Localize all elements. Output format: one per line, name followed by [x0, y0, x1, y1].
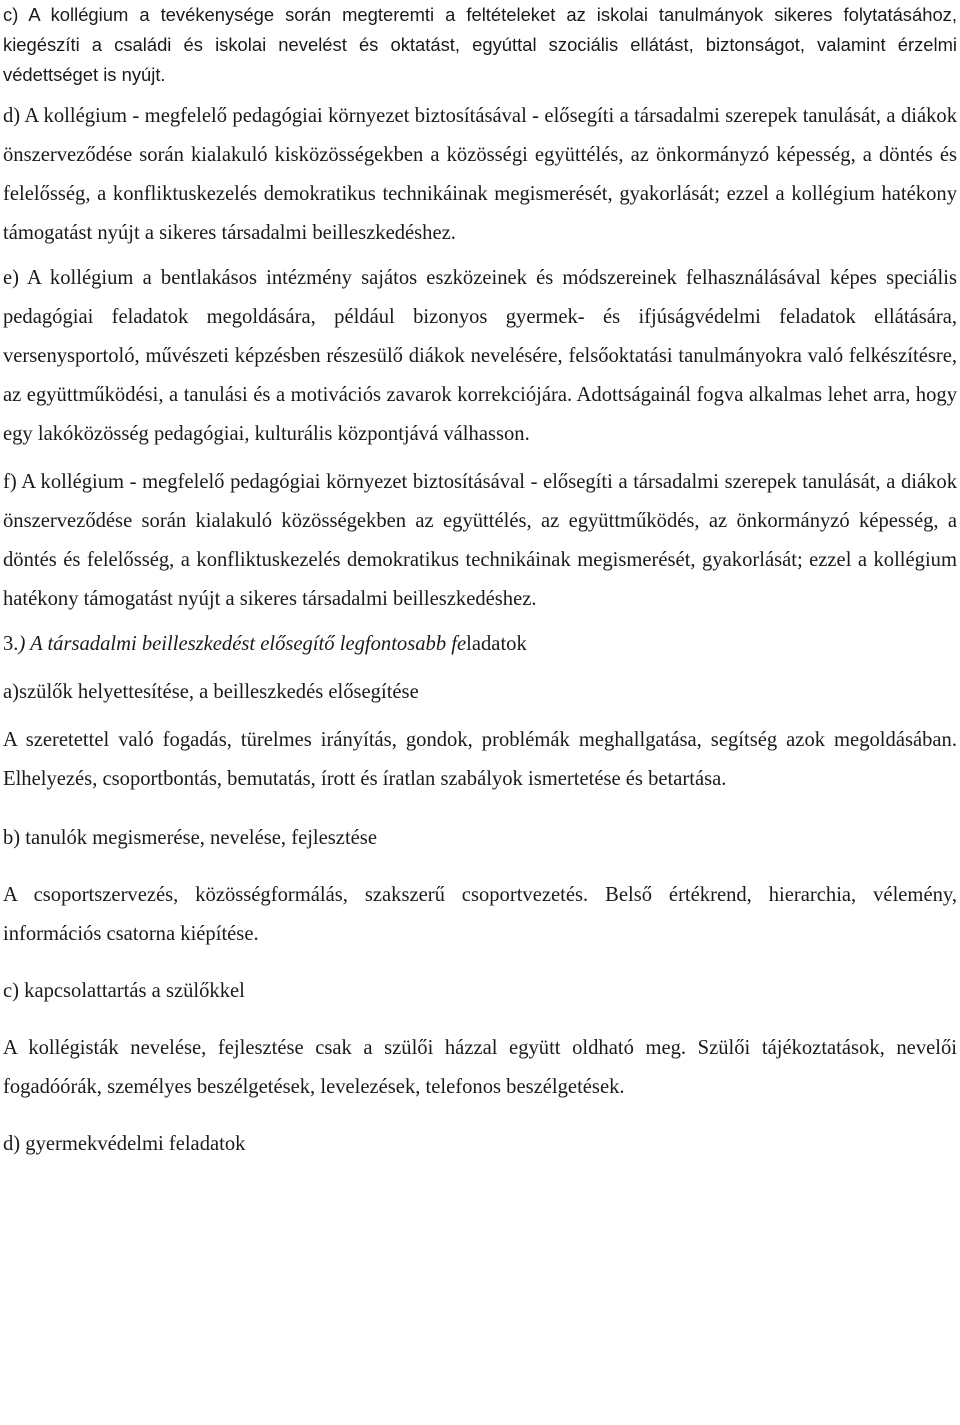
- paragraph-e: e) A kollégium a bentlakásos intézmény sajátos eszközeinek és módszereinek felhasználásával képes speciális pedagógiai feladatok megoldására, például bizonyos gyermek- és ifjúságvédelmi feladatok ellátására, versenysportoló, művészeti képzésben részesülő diákok nevelésére, felsőoktatási tanulmányokra való felkészítésre, az együttműködési, a tanulási és a motivációs zavarok korrekciójára. Adottságainál fogva alkalmas lehet arra, hogy egy lakóközösség pedagógiai, kulturális központjává válhasson.: [3, 267, 957, 445]
- section-heading-rest: ladatok: [466, 633, 527, 655]
- subsection-d-title: d) gyermekvédelmi feladatok: [3, 1133, 246, 1155]
- subsection-c-title: c) kapcsolattartás a szülőkkel: [3, 980, 245, 1002]
- section-heading-number: 3.: [3, 633, 19, 655]
- paragraph-f: f) A kollégium - megfelelő pedagógiai környezet biztosításával - elősegíti a társadalmi szerepek tanulását, a diákok önszerveződése során kialakuló közösségekben az együttélés, az együttműködés, az önkormányzó képesség, a döntés és felelősség, a konfliktuskezelés demokratikus technikáinak megismerését, gyakorlását; ezzel a kollégium hatékony támogatást nyújt a sikeres társadalmi beilleszkedéshez.: [3, 471, 957, 610]
- paragraph-c: c) A kollégium a tevékenysége során megteremti a feltételeket az iskolai tanulmányok sikeres folytatásához, kiegészíti a családi és iskolai nevelést és oktatást, egyúttal szociális ellátást, biztonságot, valamint érzelmi védettséget is nyújt.: [3, 4, 957, 85]
- subsection-a-text: A szeretettel való fogadás, türelmes irányítás, gondok, problémák meghallgatása, segítség azok megoldásában. Elhelyezés, csoportbontás, bemutatás, írott és íratlan szabályok ismertetése és betartása.: [3, 729, 957, 790]
- section-heading-3: [3, 625, 957, 664]
- paragraph-d: d) A kollégium - megfelelő pedagógiai környezet biztosításával - elősegíti a társadalmi szerepek tanulását, a diákok önszerveződése során kialakuló kisközösségekben a közösségi együttélés, az önkormányzó képesség, a döntés és felelősség, a konfliktuskezelés demokratikus technikáinak megismerését, gyakorlását; ezzel a kollégium hatékony támogatást nyújt a sikeres társadalmi beilleszkedéshez.: [3, 105, 957, 244]
- subsection-c-text: A kollégisták nevelése, fejlesztése csak a szülői házzal együtt oldható meg. Szülői tájékoztatások, nevelői fogadóórák, személyes beszélgetések, levelezések, telefonos beszélgetések.: [3, 1037, 957, 1098]
- subsection-b-title: b) tanulók megismerése, nevelése, fejlesztése: [3, 827, 377, 849]
- subsection-a-title: a)szülők helyettesítése, a beilleszkedés elősegítése: [3, 681, 419, 703]
- subsection-b-text: A csoportszervezés, közösségformálás, szakszerű csoportvezetés. Belső értékrend, hierarchia, vélemény, információs csatorna kiépítése.: [3, 884, 957, 945]
- section-heading-italic: ) A társadalmi beilleszkedést elősegítő legfontosabb fe: [18, 633, 467, 655]
- document-page: [3, 0, 957, 1164]
